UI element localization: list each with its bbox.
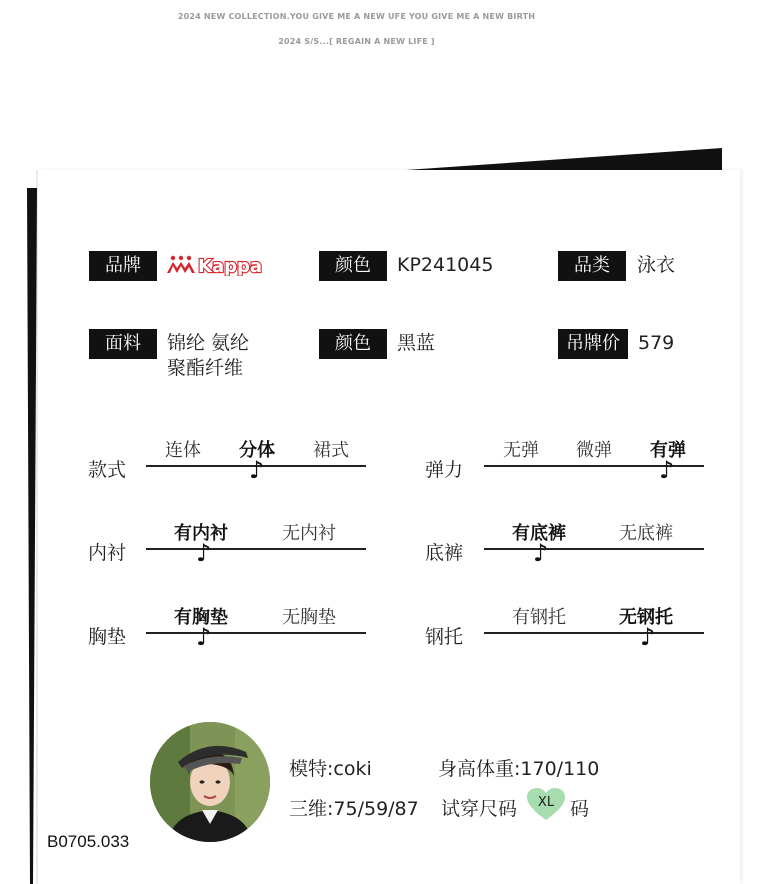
collection-slogan: 2024 NEW COLLECTION.YOU GIVE ME A NEW UFE YOU GIVE ME A NEW BIRTH	[177, 12, 536, 21]
underwire-option-no: 无钢托	[619, 607, 673, 628]
lining-selected-marker: ♪	[196, 539, 212, 567]
model-measurements: 三维:75/59/87	[289, 798, 419, 820]
style-selected-marker: ♪	[249, 456, 265, 484]
underwire-scale-line	[484, 632, 704, 634]
decorative-left-stripe	[27, 188, 37, 884]
bottom-lining-option-no: 无底裤	[619, 523, 673, 544]
style-label: 款式	[88, 459, 127, 481]
underwire-option-yes: 有钢托	[512, 607, 566, 628]
category-tag: 品类	[558, 251, 626, 281]
bottom-lining-selected-marker: ♪	[533, 539, 549, 567]
elasticity-option-slight: 微弹	[576, 440, 612, 461]
bottom-lining-option-yes: 有底裤	[512, 523, 566, 544]
svg-text:XL: XL	[537, 795, 555, 810]
category-value: 泳衣	[637, 254, 676, 276]
color-value: 黑蓝	[397, 332, 436, 354]
lining-scale-line	[146, 548, 366, 550]
bottom-lining-label: 底裤	[425, 542, 464, 564]
heart-icon	[526, 787, 566, 821]
style-option-one-piece: 连体	[165, 440, 201, 461]
chest-pad-option-yes: 有胸垫	[174, 607, 228, 628]
lining-option-yes: 有内衬	[174, 523, 228, 544]
fabric-tag: 面料	[89, 329, 157, 359]
chest-pad-scale-line	[146, 632, 366, 634]
bottom-lining-scale-line	[484, 548, 704, 550]
brand-tag: 品牌	[89, 251, 157, 281]
trial-size-suffix: 码	[570, 798, 590, 820]
model-height-weight: 身高体重:170/110	[438, 758, 600, 780]
product-code: B0705.033	[47, 832, 130, 851]
lining-label: 内衬	[88, 542, 127, 564]
svg-text:Kappa: Kappa	[198, 256, 263, 276]
color-code-tag: 颜色	[319, 251, 387, 281]
model-name: 模特:coki	[289, 758, 372, 780]
fabric-value-line1: 锦纶 氨纶	[167, 332, 250, 354]
underwire-label: 钢托	[425, 626, 464, 648]
color-code-value: KP241045	[397, 254, 494, 276]
fabric-value-line2: 聚酯纤维	[167, 357, 244, 379]
chest-pad-selected-marker: ♪	[196, 623, 212, 651]
decorative-top-stripe	[378, 148, 722, 172]
elasticity-label: 弹力	[425, 459, 464, 481]
style-option-skirt: 裙式	[313, 440, 349, 461]
price-value: 579	[638, 332, 675, 354]
trial-size-label: 试穿尺码	[441, 798, 518, 820]
kappa-logo	[166, 254, 288, 276]
model-avatar	[150, 722, 270, 842]
elasticity-option-none: 无弹	[503, 440, 539, 461]
lining-option-no: 无内衬	[282, 523, 336, 544]
season-slogan: 2024 S/S...[ REGAIN A NEW LIFE ]	[278, 37, 435, 46]
price-tag: 吊牌价	[558, 329, 628, 359]
elasticity-selected-marker: ♪	[659, 456, 675, 484]
elasticity-option-elastic: 有弹	[650, 440, 686, 461]
style-option-two-piece: 分体	[239, 440, 275, 461]
chest-pad-option-no: 无胸垫	[282, 607, 336, 628]
underwire-selected-marker: ♪	[640, 623, 656, 651]
color-tag: 颜色	[319, 329, 387, 359]
chest-pad-label: 胸垫	[88, 626, 127, 648]
